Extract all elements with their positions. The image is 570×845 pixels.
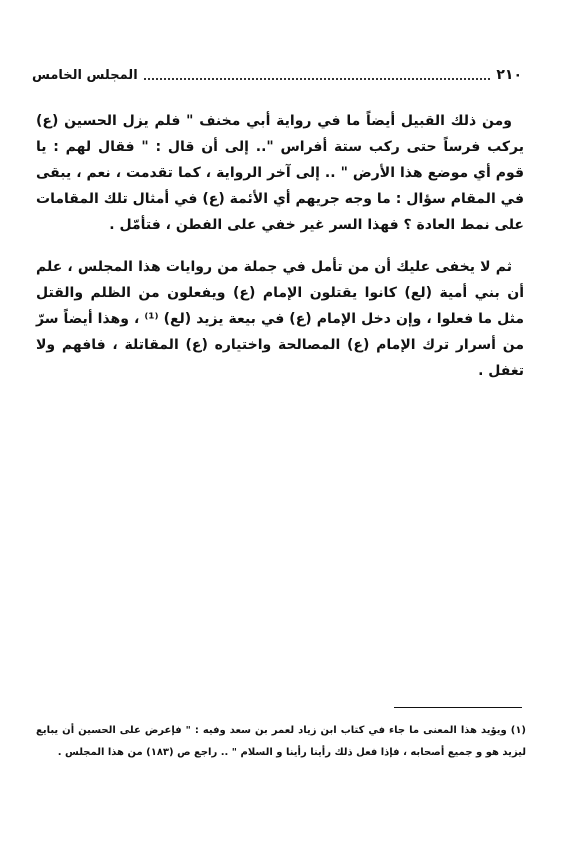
- running-header: [32, 64, 522, 86]
- header-dotted-leader: [144, 70, 491, 80]
- paragraph-1: ومن ذلك القبيل أيضاً ما في رواية أبي مخنف " فلم يزل الحسين (ع) يركب فرساً حتى ركب ستة أفراس ".. إلى أن قال : " فقال لهم : يا قوم أي موضع هذا الأرض " .. إلى آخر الرواية ، كما تقدمت ، نعم ، يبقى في المقام سؤال : ما وجه جريهم أي الأئمة (ع) في أمثال تلك المقامات على نمط العادة ؟ فهذا السر غير خفي على الفطن ، فتأمّل .: [36, 113, 524, 233]
- footnote-separator: [394, 707, 522, 708]
- page-number: ٢١٠: [496, 67, 522, 83]
- paragraph-2: ثم لا يخفى عليك أن من تأمل في جملة من روايات هذا المجلس ، علم أن بني أمية (لع) كانوا يقتلون الإمام (ع) ويفعلون من الظلم والقتل مثل ما فعلوا ، وإن دخل الإمام (ع) في بيعة يزيد (لع) ⁽¹⁾ ، وهذا أيضاً سرّ من أسرار ترك الإمام (ع) المصالحة واختياره (ع) المقاتلة ، فافهم ولا تغفل .: [36, 259, 524, 379]
- footnote: (١) ويؤيد هذا المعنى ما جاء في كتاب ابن زياد لعمر بن سعد وفيه : " فإعرض على الحسين أن يبايع ليزيد هو و جميع أصحابه ، فإذا فعل ذلك رأينا رأينا و السلام " .. راجع ص (١٨٣) من هذا المجلس .: [36, 725, 526, 758]
- section-title: المجلس الخامس: [32, 67, 138, 83]
- body-text: [36, 108, 524, 400]
